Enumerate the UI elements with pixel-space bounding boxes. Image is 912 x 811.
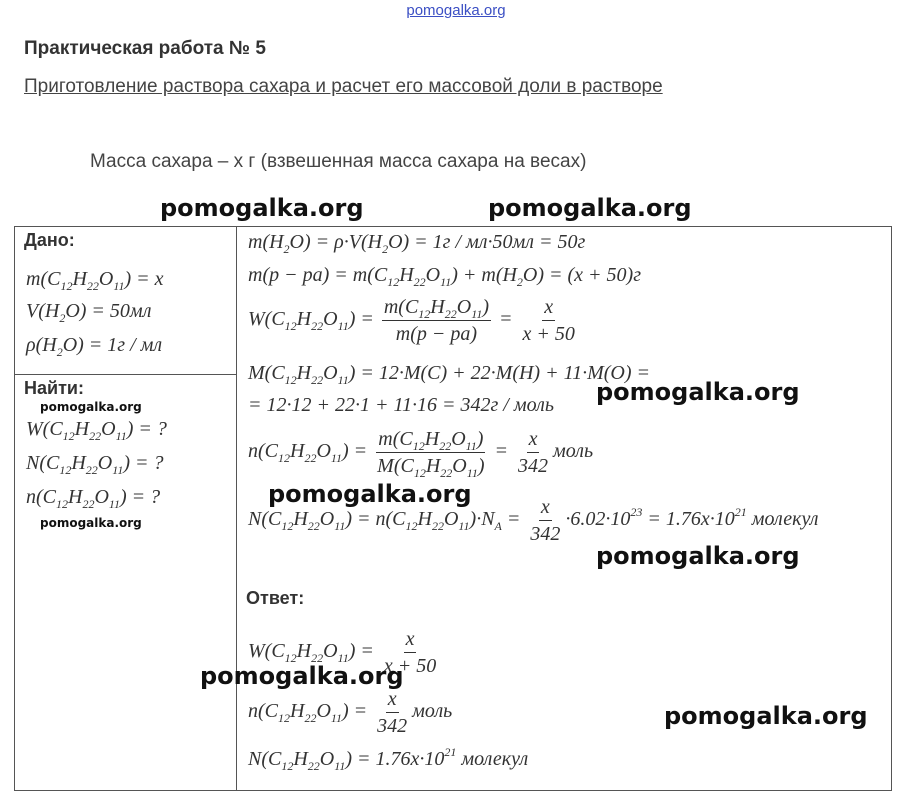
given-sugar-mass: $m(C_{12}H_{22}O_{11}) = x$	[26, 268, 164, 293]
answer-label: Ответ:	[246, 588, 305, 608]
find-label: Найти:	[24, 378, 84, 398]
solution-molar-mass-value: = 12·12 + 22·1 + 11·16 = 342г / моль	[248, 394, 554, 416]
watermark: pomogalka.org	[488, 194, 692, 222]
given-water-volume: $V(H_2O) = 50мл$	[26, 300, 152, 325]
table-divider-vertical	[236, 226, 237, 791]
watermark: pomogalka.org	[596, 542, 800, 570]
watermark: pomogalka.org	[40, 516, 142, 530]
page-subtitle: Приготовление раствора сахара и расчет его массовой доли в растворе	[24, 76, 663, 97]
watermark: pomogalka.org	[268, 480, 472, 508]
table-divider-horizontal	[14, 374, 236, 375]
watermark: pomogalka.org	[664, 702, 868, 730]
find-molecule-count: $N(C_{12}H_{22}O_{11})$ = ?	[26, 452, 164, 477]
given-water-density: $\rho(H_2O) = 1г$ / мл	[26, 334, 163, 359]
site-link[interactable]: pomogalka.org	[406, 2, 506, 19]
given-label: Дано:	[24, 230, 75, 250]
solution-mass-fraction: $W(C_{12}H_{22}O_{11})$ = $\frac{m(C_{12}H_{22}O_{11})}{m(р - ра)}$ = $\frac{x}{x + 50}$	[248, 296, 575, 345]
answer-amount: $n(C_{12}H_{22}O_{11})$ = $\frac{x}{342}$ моль	[248, 688, 453, 737]
find-amount: $n(C_{12}H_{22}O_{11})$ = ?	[26, 486, 161, 511]
sugar-mass-line: Масса сахара – x г (взвешенная масса сахара на весах)	[90, 151, 587, 172]
find-mass-fraction: $W(C_{12}H_{22}O_{11})$ = ?	[26, 418, 167, 443]
watermark: pomogalka.org	[40, 400, 142, 414]
solution-amount: $n(C_{12}H_{22}O_{11})$ = $\frac{m(C_{12}H_{22}O_{11})}{M(C_{12}H_{22}O_{11})}$ = $\frac{x}{342}$ моль	[248, 428, 594, 480]
watermark: pomogalka.org	[200, 662, 404, 690]
answer-molecule-count: $N(C_{12}H_{22}O_{11}) = 1.76x\cdot 10^{21}$ молекул	[248, 745, 529, 773]
solution-molecule-count: $N(C_{12}H_{22}O_{11}) = n(C_{12}H_{22}O_{11})\cdot N_A$ = $\frac{x}{342}$ $\cdot 6.02\cdot 10^{23} = 1.76x\cdot 10^{21}$ молекул	[248, 496, 819, 545]
page-title: Практическая работа № 5	[24, 38, 266, 59]
watermark: pomogalka.org	[160, 194, 364, 222]
answer-mass-fraction: $W(C_{12}H_{22}O_{11})$ = $\frac{x}{x + 50}$	[248, 628, 437, 677]
solution-molar-mass: $M(C_{12}H_{22}O_{11}) = 12\cdot M(C) + 22\cdot M(H) + 11\cdot M(O)$ =	[248, 362, 651, 387]
solution-water-mass: $m(H_2O) = \rho\cdot V(H_2O) = 1г / мл\cdot 50мл = 50г$	[248, 231, 586, 256]
solution-solution-mass: $m(р - ра) = m(C_{12}H_{22}O_{11}) + m(H_2O) = (x + 50)г$	[248, 264, 642, 289]
watermark: pomogalka.org	[596, 378, 800, 406]
